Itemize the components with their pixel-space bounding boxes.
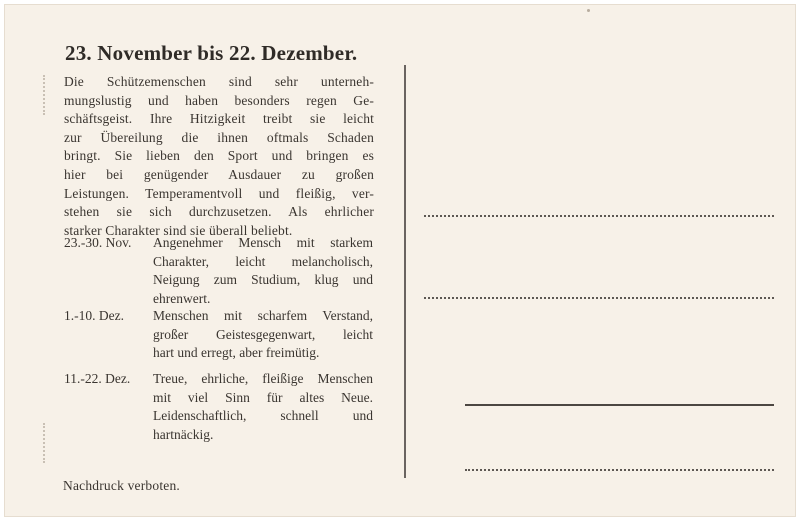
entry-line: Neigung zum Studium, klug und <box>153 272 373 288</box>
entry-line: Charakter, leicht melancholisch, <box>153 253 373 269</box>
entry-line: ehrenwert. <box>153 290 211 306</box>
entry-line: Treue, ehrliche, fleißige Menschen <box>153 371 373 386</box>
intro-line: starker Charakter sind sie überall beliebt. <box>64 222 293 238</box>
intro-line: stehen sie sich durchzusetzen. Als ehrlicher <box>64 204 374 220</box>
entry-line: Angenehmer Mensch mit starkem <box>153 235 373 250</box>
entry-date: 1.-10. Dez. <box>64 308 124 323</box>
perforation-mark <box>43 75 48 115</box>
entry-line: hartnäckig. <box>153 426 214 442</box>
entry-line: hart und erregt, aber freimütig. <box>153 345 320 361</box>
perforation-mark <box>43 423 48 463</box>
postcard <box>4 4 796 517</box>
intro-line: schäftsgeist. Ihre Hitzigkeit treibt sie leicht <box>64 111 374 127</box>
entry-description <box>153 370 373 444</box>
intro-line: zur Übereilung die ihnen oftmals Schaden <box>64 129 374 145</box>
entry-line: großer Geistesgegenwart, leicht <box>153 326 373 342</box>
entry-description <box>153 234 373 308</box>
address-line-3 <box>465 404 774 406</box>
entry-line: mit viel Sinn für altes Neue. <box>153 389 373 405</box>
entry-line: Leidenschaftlich, schnell und <box>153 408 373 424</box>
center-divider <box>404 65 406 478</box>
intro-paragraph <box>64 73 374 240</box>
intro-line: bringt. Sie lieben den Sport und bringen es <box>64 148 374 164</box>
intro-line: hier bei genügender Ausdauer zu großen <box>64 166 374 182</box>
entry-description <box>153 307 373 363</box>
address-line-4 <box>465 469 774 471</box>
entry-date: 23.-30. Nov. <box>64 235 132 250</box>
entry-line: Menschen mit scharfem Verstand, <box>153 308 373 323</box>
reprint-notice: Nachdruck verboten. <box>63 478 181 493</box>
card-title: 23. November bis 22. Dezember. <box>65 41 358 65</box>
paper-speck <box>587 9 590 12</box>
intro-line: Die Schützemenschen sind sehr unterneh- <box>64 74 374 89</box>
intro-line: Leistungen. Temperamentvoll und fleißig, ver- <box>64 185 374 201</box>
entry-date: 11.-22. Dez. <box>64 371 131 386</box>
address-line-1 <box>424 215 774 217</box>
intro-line: mungslustig und haben besonders regen Ge- <box>64 92 374 108</box>
address-line-2 <box>424 297 774 299</box>
